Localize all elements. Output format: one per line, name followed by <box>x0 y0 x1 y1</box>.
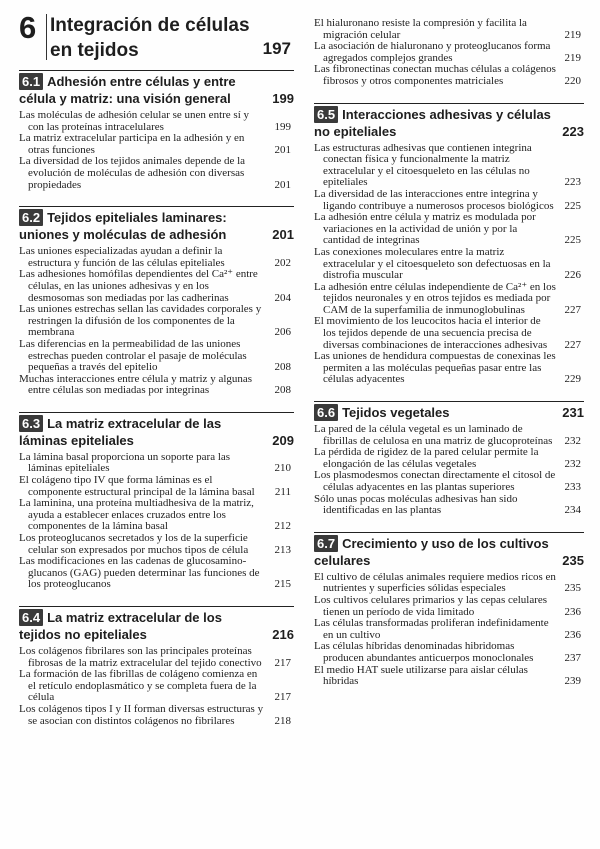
entry-text: El medio HAT suele utilizarse para aislar células híbridas <box>314 663 528 688</box>
entry-text: Los colágenos fibrilares son las principales proteínas fibrosas de la matriz extracelular del tejido conectivo <box>19 645 262 669</box>
entry-page: 201 <box>274 143 291 156</box>
toc-entry <box>314 424 584 447</box>
toc-entry <box>19 704 294 727</box>
toc-entry <box>314 351 584 386</box>
entry-page: 220 <box>564 74 581 87</box>
entry-page: 229 <box>564 373 581 386</box>
toc-section <box>19 70 294 191</box>
entry-page: 232 <box>564 434 581 447</box>
entry-text: Los plasmodesmos conectan directamente el citosol de células adyacentes en las plantas superiores <box>314 469 556 493</box>
toc-entry <box>314 143 584 189</box>
toc-entry <box>314 316 584 351</box>
entry-page: 227 <box>564 338 581 351</box>
entry-text: Sólo unas pocas moléculas adhesivas han sido identificadas en las plantas <box>314 492 518 517</box>
section-heading <box>314 103 584 140</box>
entry-page: 206 <box>274 326 291 339</box>
section-heading <box>314 401 584 421</box>
toc-entry <box>314 247 584 282</box>
section-page: 235 <box>562 552 584 568</box>
entry-page: 226 <box>564 269 581 282</box>
toc-section <box>19 206 294 397</box>
entry-text: El movimiento de los leucocitos hacia el interior de los tejidos depende de una secuencia precisa de diversas combinaciones de interacciones adhesivas <box>314 315 548 351</box>
toc-entry <box>314 41 584 64</box>
entry-page: 199 <box>274 120 291 133</box>
toc-entry <box>314 447 584 470</box>
entry-page: 234 <box>564 504 581 517</box>
entry-text: La adhesión entre célula y matriz es modulada por variaciones en la actividad de unión y por la cantidad de integrinas <box>314 211 536 247</box>
entry-page: 235 <box>564 582 581 595</box>
entry-text: La formación de las fibrillas de colágeno comienza en el retículo endoplasmático y se completa fuera de la célula <box>19 668 258 704</box>
entry-text: El hialuronano resiste la compresión y facilita la migración celular <box>314 17 527 41</box>
toc-entry <box>19 452 294 475</box>
entry-text: La asociación de hialuronano y proteoglucanos forma agregados complejos grandes <box>314 40 551 64</box>
section-title: La matriz extracelular de las láminas epiteliales <box>19 415 222 448</box>
section-title: Crecimiento y uso de los cultivos celulares <box>314 535 549 568</box>
continued-entries <box>314 18 584 88</box>
entry-page: 204 <box>274 291 291 304</box>
right-column <box>314 0 584 688</box>
entry-page: 208 <box>274 361 291 374</box>
chapter-divider <box>46 14 47 60</box>
entry-page: 217 <box>274 656 291 669</box>
section-number: 6.4 <box>19 609 43 626</box>
entry-page: 233 <box>564 481 581 493</box>
toc-entry <box>19 475 294 498</box>
section-number: 6.6 <box>314 404 338 421</box>
section-heading <box>19 412 294 449</box>
chapter-page: 197 <box>262 39 291 58</box>
entry-page: 202 <box>274 256 291 269</box>
toc-entry <box>19 246 294 269</box>
section-page: 223 <box>562 123 584 139</box>
entry-text: Las estructuras adhesivas que contienen integrina conectan física y funcionalmente la matriz extracelular y el citoesqueleto en las células no epiteliales <box>314 141 532 189</box>
section-page: 216 <box>272 627 294 642</box>
toc-entry <box>314 18 584 41</box>
chapter-title: Integración de células en tejidos <box>50 15 250 61</box>
entry-text: La diversidad de los tejidos animales depende de la evolución de moléculas de adhesión con diversas propiedades <box>19 155 246 191</box>
entry-text: Las células híbridas denominadas hibridomas producen abundantes anticuerpos monoclonales <box>314 640 534 664</box>
entry-page: 215 <box>274 578 291 591</box>
toc-section <box>314 532 584 688</box>
entry-page: 201 <box>274 178 291 191</box>
entry-page: 236 <box>564 628 581 641</box>
toc-entry <box>314 470 584 493</box>
toc-entry <box>314 189 584 212</box>
toc-entry <box>19 533 294 556</box>
toc-entry <box>314 282 584 317</box>
entry-page: 211 <box>274 485 291 498</box>
entry-page: 210 <box>274 462 291 475</box>
toc-entry <box>19 374 294 397</box>
toc-entry <box>19 304 294 339</box>
section-title: La matriz extracelular de los tejidos no epiteliales <box>19 610 222 642</box>
toc-entry <box>19 339 294 374</box>
entry-text: Las fibronectinas conectan muchas células a colágenos fibrosos y otros componentes matriciales <box>314 63 556 87</box>
entry-text: Las moléculas de adhesión celular se unen entre sí y con las proteínas intracelulares <box>19 109 250 133</box>
chapter-number: 6 <box>19 10 37 45</box>
section-number: 6.3 <box>19 415 43 432</box>
entry-page: 237 <box>564 651 581 664</box>
entry-text: Las modificaciones en las cadenas de glucosamino-glucanos (GAG) pueden determinar las funciones de los proteoglucanos <box>19 555 260 591</box>
toc-entry <box>19 556 294 591</box>
toc-entry <box>314 572 584 595</box>
toc-section <box>314 401 584 517</box>
section-number: 6.1 <box>19 73 43 90</box>
entry-text: La pared de la célula vegetal es un laminado de fibrillas de celulosa en una matriz de glucoproteínas <box>314 423 553 447</box>
entry-text: Las uniones de hendidura compuestas de conexinas les permiten a las moléculas pequeñas pasar entre las células adyacentes <box>314 350 556 386</box>
section-title: Tejidos epiteliales laminares: uniones y moléculas de adhesión <box>19 210 227 243</box>
entry-page: 213 <box>274 543 291 556</box>
entry-text: La matriz extracelular participa en la adhesión y en otras funciones <box>19 132 245 156</box>
toc-section <box>19 606 294 727</box>
entry-page: 227 <box>564 303 581 316</box>
entry-text: Las diferencias en la permeabilidad de las uniones estrechas pueden controlar el pasaje de moléculas pequeñas a través del epitelio <box>19 337 247 374</box>
entry-text: Los proteoglucanos secretados y los de la superficie celular son expresados por muchos tipos de célula <box>19 532 249 556</box>
entry-text: Los cultivos celulares primarios y las cepas celulares tienen un período de vida limitado <box>314 593 548 618</box>
chapter-heading <box>19 0 294 60</box>
section-title: Interacciones adhesivas y células no epiteliales <box>314 106 551 139</box>
section-page: 199 <box>272 91 294 106</box>
left-sections <box>19 70 294 727</box>
entry-page: 219 <box>564 51 581 64</box>
entry-text: La laminina, una proteína multiadhesiva de la matriz, ayuda a establecer enlaces cruzados entre los componentes de la lámina basal <box>19 497 254 533</box>
entry-text: Los colágenos tipos I y II forman diversas estructuras y se asocian con distintos colágenos no fibrilares <box>19 702 264 727</box>
entry-text: El colágeno tipo IV que forma láminas es el componente estructural principal de la lámina basal <box>19 474 255 498</box>
section-heading <box>19 70 294 107</box>
toc-entry <box>314 595 584 618</box>
toc-entry <box>19 269 294 304</box>
entry-text: Las adhesiones homófilas dependientes del Ca²⁺ entre células, en las uniones adhesivas y en los desmosomas son mediadas por las cadherinas <box>19 268 258 304</box>
toc-entry <box>19 133 294 156</box>
section-page: 231 <box>562 405 584 421</box>
section-title: Tejidos vegetales <box>342 405 450 421</box>
right-sections <box>314 103 584 688</box>
entry-page: 232 <box>564 457 581 470</box>
entry-page: 219 <box>564 28 581 41</box>
section-number: 6.5 <box>314 106 338 123</box>
entry-page: 236 <box>564 605 581 618</box>
entry-text: La lámina basal proporciona un soporte para las láminas epiteliales <box>19 450 231 475</box>
toc-entry <box>314 494 584 517</box>
left-column <box>19 0 294 727</box>
toc-section <box>314 103 584 386</box>
entry-page: 225 <box>564 199 581 212</box>
entry-text: Muchas interacciones entre célula y matriz y algunas entre células son mediadas por integrinas <box>19 372 253 397</box>
entry-text: Las uniones estrechas sellan las cavidades corporales y restringen la difusión de los componentes de la membrana <box>19 303 262 339</box>
entry-text: La pérdida de rigidez de la pared celular permite la elongación de las células vegetales <box>314 446 539 470</box>
entry-page: 217 <box>274 691 291 704</box>
section-heading <box>314 532 584 569</box>
section-page: 201 <box>272 227 294 243</box>
section-page: 209 <box>272 432 294 448</box>
entry-page: 212 <box>274 520 291 533</box>
section-title: Adhesión entre células y entre célula y matriz: una visión general <box>19 74 236 106</box>
toc-entry <box>314 64 584 87</box>
toc-entry <box>314 618 584 641</box>
entry-page: 239 <box>564 675 581 688</box>
section-number: 6.2 <box>19 209 43 226</box>
toc-entry <box>314 665 584 688</box>
entry-page: 225 <box>564 234 581 247</box>
section-heading <box>19 206 294 243</box>
toc-entry <box>19 156 294 191</box>
entry-text: Las uniones especializadas ayudan a definir la estructura y función de las células epiteliales <box>19 245 225 269</box>
toc-entry <box>314 212 584 247</box>
entry-text: La adhesión entre células independiente de Ca²⁺ en los tejidos neuronales y en otros tejidos es mediada por CAM de la superfamilia de inmunoglobulinas <box>314 280 556 316</box>
toc-entry <box>19 110 294 133</box>
section-heading <box>19 606 294 643</box>
entry-page: 218 <box>274 714 291 727</box>
entry-page: 223 <box>564 176 581 189</box>
toc-section <box>19 412 294 591</box>
entry-text: Las conexiones moleculares entre la matriz extracelular y el citoesqueleto son defectuosas en la distrofia muscular <box>314 245 551 282</box>
toc-entry <box>19 669 294 704</box>
toc-entry <box>19 646 294 669</box>
entry-text: El cultivo de células animales requiere medios ricos en nutrientes y superficies sólidas especiales <box>314 570 556 595</box>
entry-text: Las células transformadas proliferan indefinidamente en un cultivo <box>314 617 549 641</box>
toc-entry <box>314 641 584 664</box>
toc-entry <box>19 498 294 533</box>
entry-page: 208 <box>274 384 291 397</box>
section-number: 6.7 <box>314 535 338 552</box>
entry-text: La diversidad de las interacciones entre integrina y ligando contribuye a numerosos procesos biológicos <box>314 187 554 212</box>
